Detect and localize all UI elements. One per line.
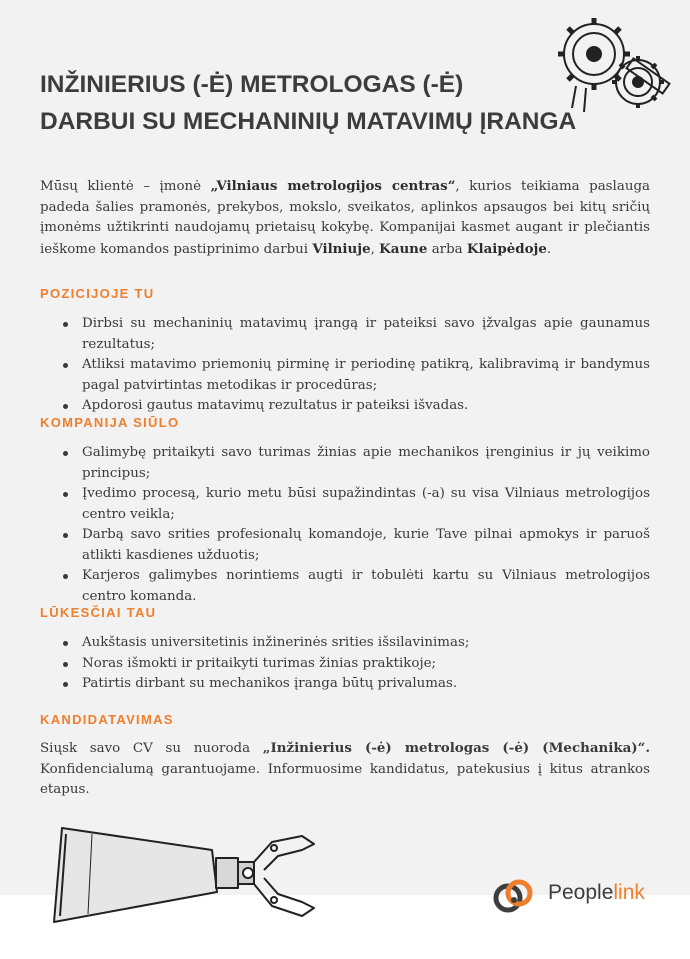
city-vilnius: Vilniuje (312, 240, 371, 257)
title-line-2: DARBUI SU MECHANINIŲ MATAVIMŲ ĮRANGA (40, 108, 577, 135)
brand-name-part2: link (613, 881, 645, 904)
list-item: Apdorosi gautus matavimų rezultatus ir pateiksi išvadas. (60, 396, 650, 417)
city-klaipeda: Klaipėdoje (466, 240, 547, 257)
list-item: Aukštasis universitetinis inžinerinės srities išsilavinimas; (60, 633, 650, 654)
list-item: Atliksi matavimo priemonių pirminę ir periodinę patikrą, kalibravimą ir bandymus pagal patvirtintas metodikas ir procedūras; (60, 355, 650, 396)
list-item: Darbą savo srities profesionalų komandoje, kurie Tave pilnai apmokys ir paruoš atlikti kasdienes užduotis; (60, 525, 650, 566)
intro-text: arba (427, 241, 467, 257)
list-item: Noras išmokti ir pritaikyti turimas žinias praktikoje; (60, 654, 650, 675)
intro-text: Mūsų klientė – įmonė (40, 179, 211, 194)
apply-reference: „Inžinierius (-ė) metrologas (-ė) (Mechanika)“. (262, 740, 650, 756)
intro-text: . (546, 241, 552, 257)
list-item: Galimybę pritaikyti savo turimas žinias apie mechanikos įrenginius ir jų veikimo principus; (60, 443, 650, 484)
section-heading-position: POZICIJOJE TU (40, 286, 155, 301)
city-kaunas: Kaune (379, 240, 428, 257)
apply-text: Konfidencialumą garantuojame. Informuosime kandidatus, patekusius į kitus atrankos etapus. (40, 761, 650, 797)
intro-paragraph (40, 176, 650, 260)
apply-paragraph (40, 738, 650, 801)
position-list (60, 314, 650, 417)
offer-list (60, 443, 650, 607)
brand-name-part1: People (548, 881, 614, 904)
peoplelink-logo-icon (492, 876, 538, 918)
company-name: „Vilniaus metrologijos centras“ (210, 178, 456, 194)
robotic-arm-icon (52, 822, 322, 934)
list-item: Karjeros galimybes norintiems augti ir tobulėti kartu su Vilniaus metrologijos centro komanda. (60, 566, 650, 607)
expectations-list (60, 633, 650, 695)
list-item: Dirbsi su mechaninių matavimų įrangą ir pateiksi savo įžvalgas apie gaunamus rezultatus; (60, 314, 650, 355)
title-line-1: INŽINIERIUS (-Ė) METROLOGAS (-Ė) (40, 71, 464, 98)
section-heading-offer: KOMPANIJA SIŪLO (40, 415, 180, 430)
list-item: Įvedimo procesą, kurio metu būsi supažindintas (-a) su visa Vilniaus metrologijos centro veikla; (60, 484, 650, 525)
section-heading-apply: KANDIDATAVIMAS (40, 712, 174, 727)
apply-text: Siųsk savo CV su nuoroda (40, 741, 263, 756)
intro-text: , kurios teikiama paslauga padeda šalies pramonės, prekybos, mokslo, sveikatos, aplinkos apsaugos bei kitų sričių įmonėms užtikrinti naudojamų prietaisų kokybę. Kompanijai kasmet augant ir plečiantis ieškome komandos pastiprinimo darbui (40, 179, 651, 257)
list-item: Patirtis dirbant su mechanikos įranga būtų privalumas. (60, 674, 650, 695)
intro-separator: , (370, 241, 380, 257)
brand-name (548, 881, 645, 905)
section-heading-expectations: LŪKESČIAI TAU (40, 605, 157, 620)
page-title (40, 66, 620, 140)
